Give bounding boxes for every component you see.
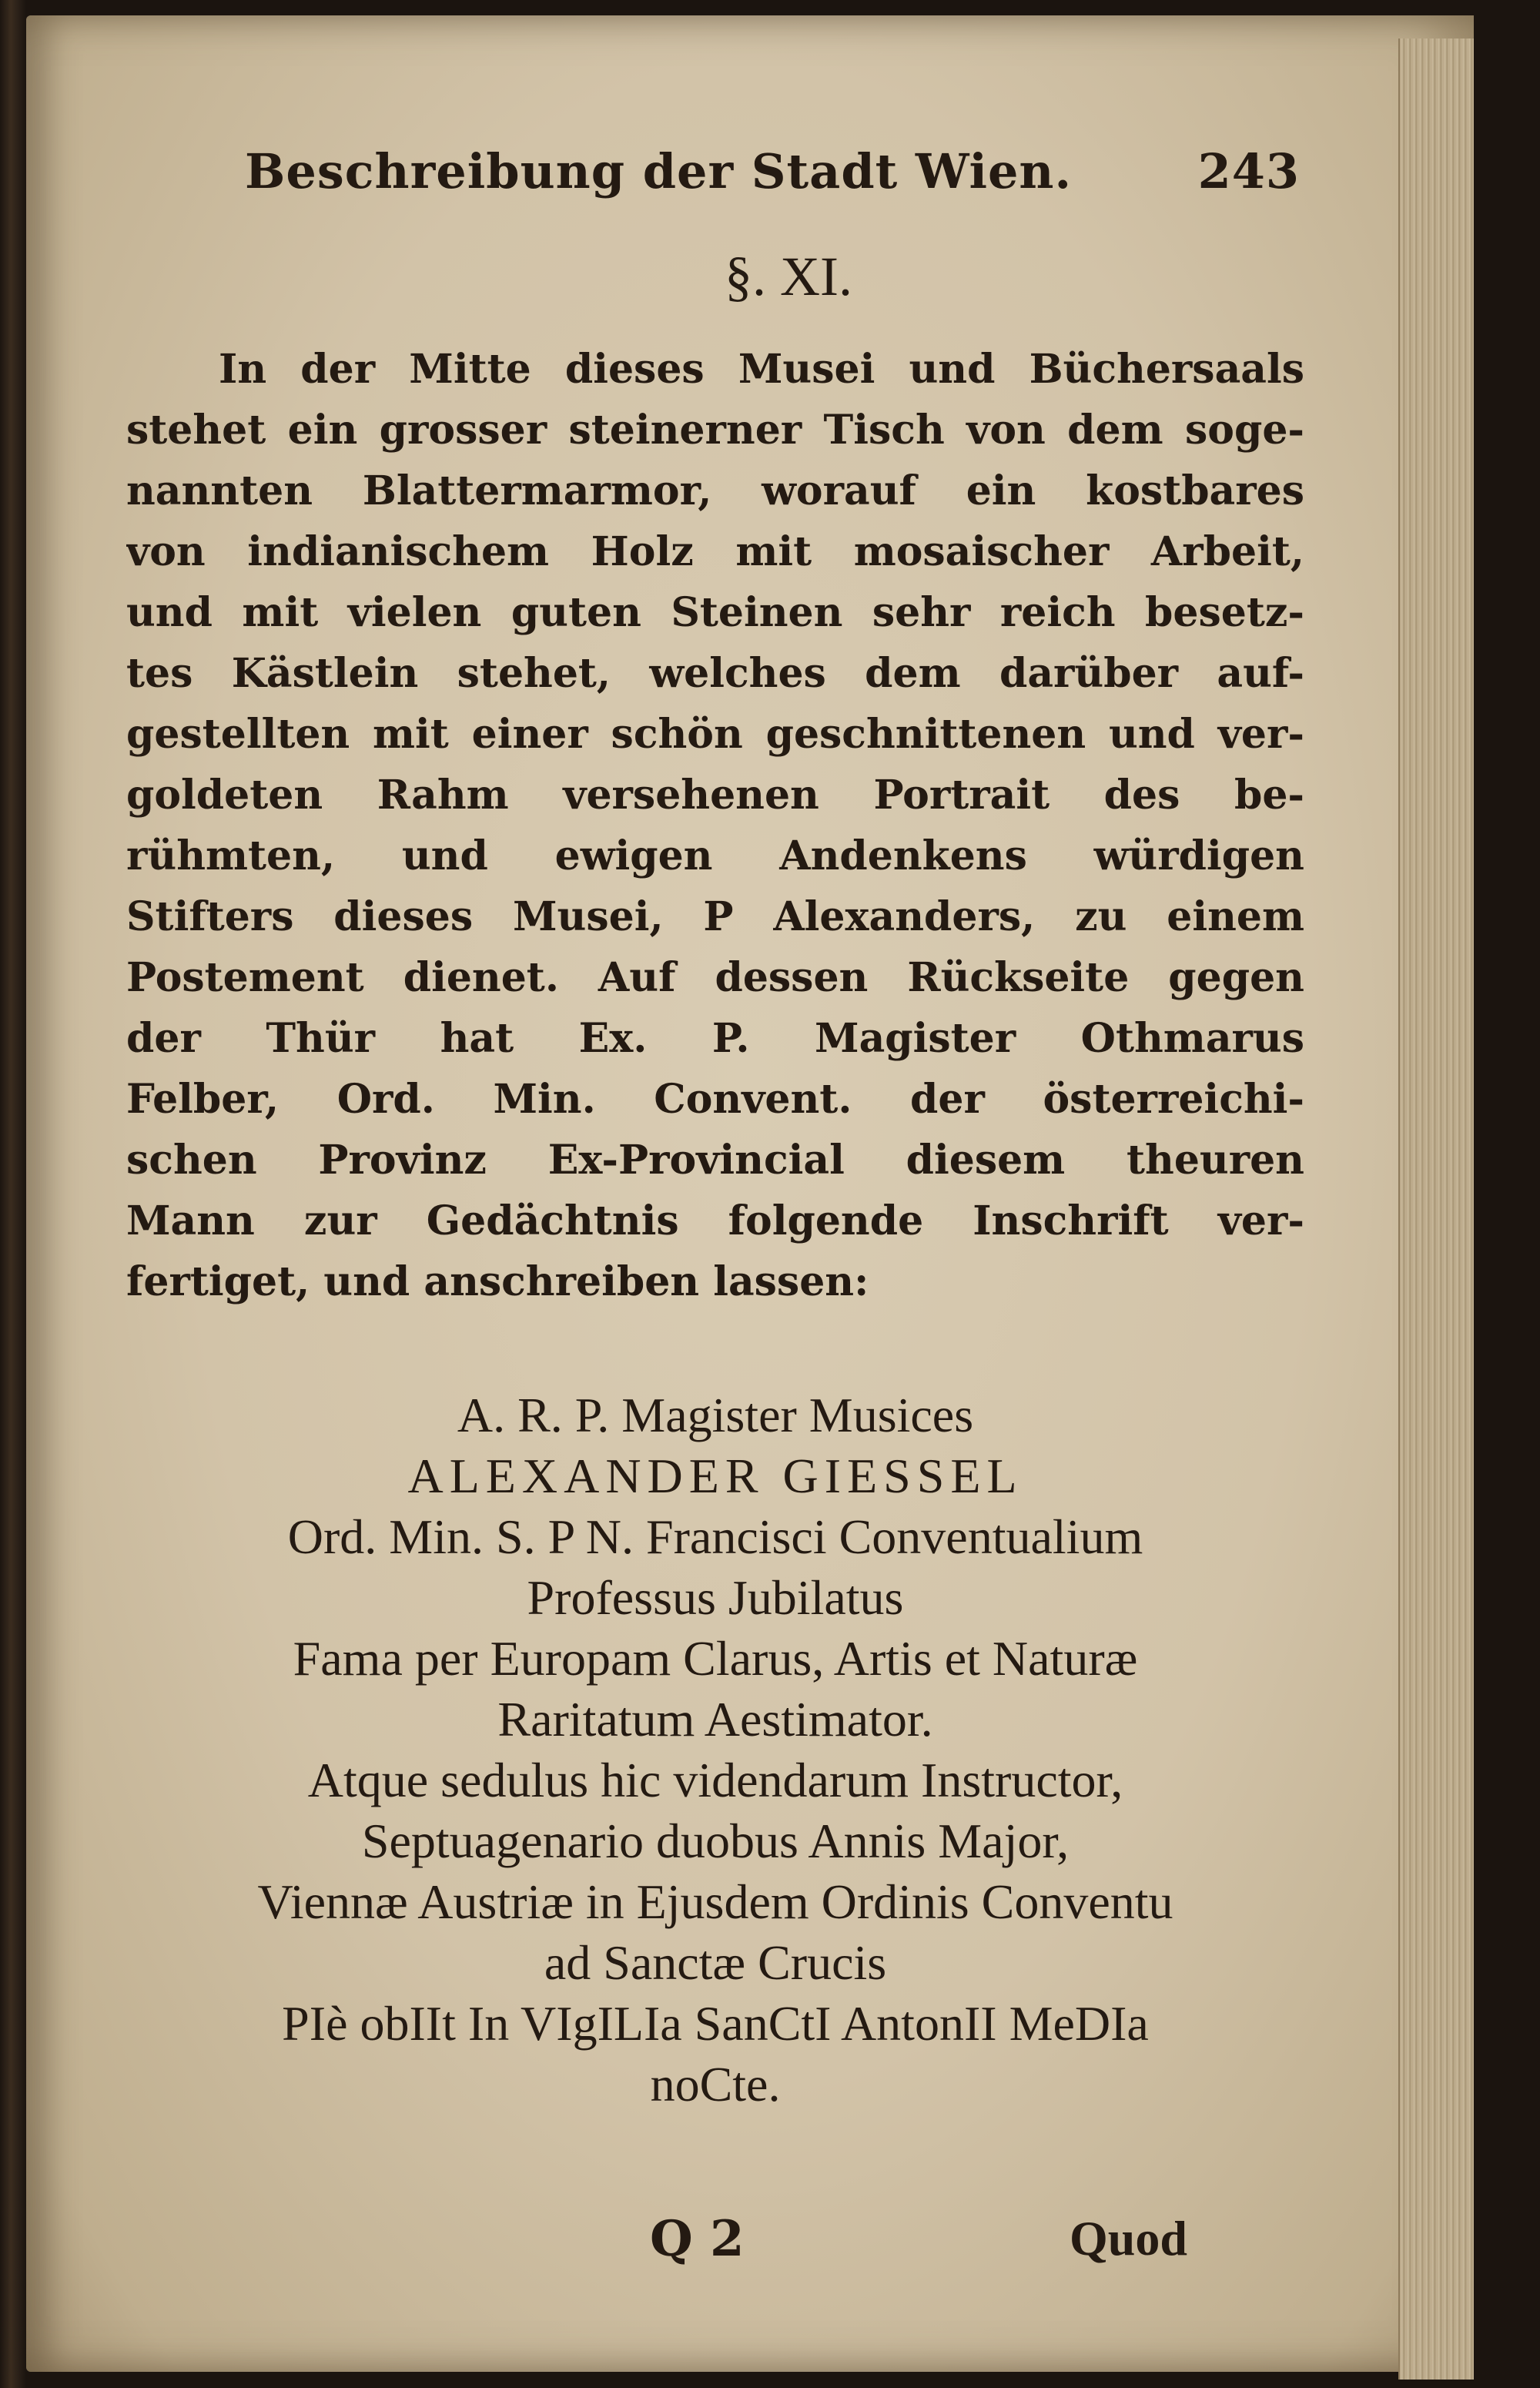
page-footer — [26, 2210, 1474, 2287]
body-line: In der Mitte dieses Musei und Büchersaals — [219, 346, 1304, 393]
page-header — [245, 143, 1300, 213]
inscription-line: Viennæ Austriæ in Ejusdem Ordinis Conventu — [257, 1874, 1173, 1929]
running-title: Beschreibung der Stadt Wien. — [245, 143, 1073, 199]
inscription-line: Ord. Min. S. P N. Francisci Conventualium — [287, 1509, 1143, 1564]
body-line: von indianischem Holz mit mosaischer Arbeit, — [126, 528, 1304, 575]
inscription-line: ad Sanctæ Crucis — [544, 1935, 887, 1990]
body-line: stehet ein grosser steinerner Tisch von dem soge- — [126, 407, 1304, 454]
inscription-line: Fama per Europam Clarus, Artis et Naturæ — [293, 1631, 1138, 1686]
body-line: Mann zur Gedächtnis folgende Inschrift ver- — [126, 1197, 1304, 1244]
memorial-inscription — [126, 1385, 1304, 2115]
body-line: gestellten mit einer schön geschnittenen und ver- — [126, 711, 1304, 758]
chronogram-line: PIè obIIt In VIgILIa SanCtI AntonII MeDIa — [282, 1996, 1149, 2051]
book-page — [26, 15, 1474, 2372]
body-paragraph — [126, 339, 1304, 1312]
inscription-line: A. R. P. Magister Musices — [457, 1388, 974, 1442]
inscription-line: Septuagenario duobus Annis Major, — [361, 1814, 1070, 1868]
chronogram-line: noCte. — [650, 2057, 781, 2112]
inscription-line: Professus Jubilatus — [527, 1570, 904, 1625]
page-number: 243 — [1197, 143, 1300, 199]
body-line: rühmten, und ewigen Andenkens würdigen — [126, 832, 1304, 879]
body-line: Postement dienet. Auf dessen Rückseite gegen — [126, 954, 1304, 1001]
body-line: goldeten Rahm versehenen Portrait des be- — [126, 772, 1304, 819]
section-heading: §. XI. — [725, 246, 852, 307]
body-line: tes Kästlein stehet, welches dem darüber auf- — [126, 650, 1304, 697]
body-line: Stifters dieses Musei, P Alexanders, zu einem — [126, 893, 1304, 940]
page-text — [26, 15, 1474, 2372]
body-line: der Thür hat Ex. P. Magister Othmarus — [126, 1015, 1304, 1062]
inscription-name-line: ALEXANDER GIESSEL — [407, 1449, 1023, 1503]
inscription-line: Atque sedulus hic videndarum Instructor, — [307, 1753, 1123, 1807]
signature-mark: Q 2 — [650, 2210, 745, 2268]
body-line: und mit vielen guten Steinen sehr reich besetz- — [126, 589, 1304, 636]
body-line: Felber, Ord. Min. Convent. der österreichi- — [126, 1076, 1304, 1123]
body-line: nannten Blattermarmor, worauf ein kostbares — [126, 467, 1304, 514]
inscription-line: Raritatum Aestimator. — [497, 1692, 933, 1747]
body-line: schen Provinz Ex-Provincial diesem theuren — [126, 1137, 1304, 1184]
catchword: Quod — [1070, 2211, 1187, 2266]
body-line: fertiget, und anschreiben lassen: — [126, 1258, 869, 1305]
